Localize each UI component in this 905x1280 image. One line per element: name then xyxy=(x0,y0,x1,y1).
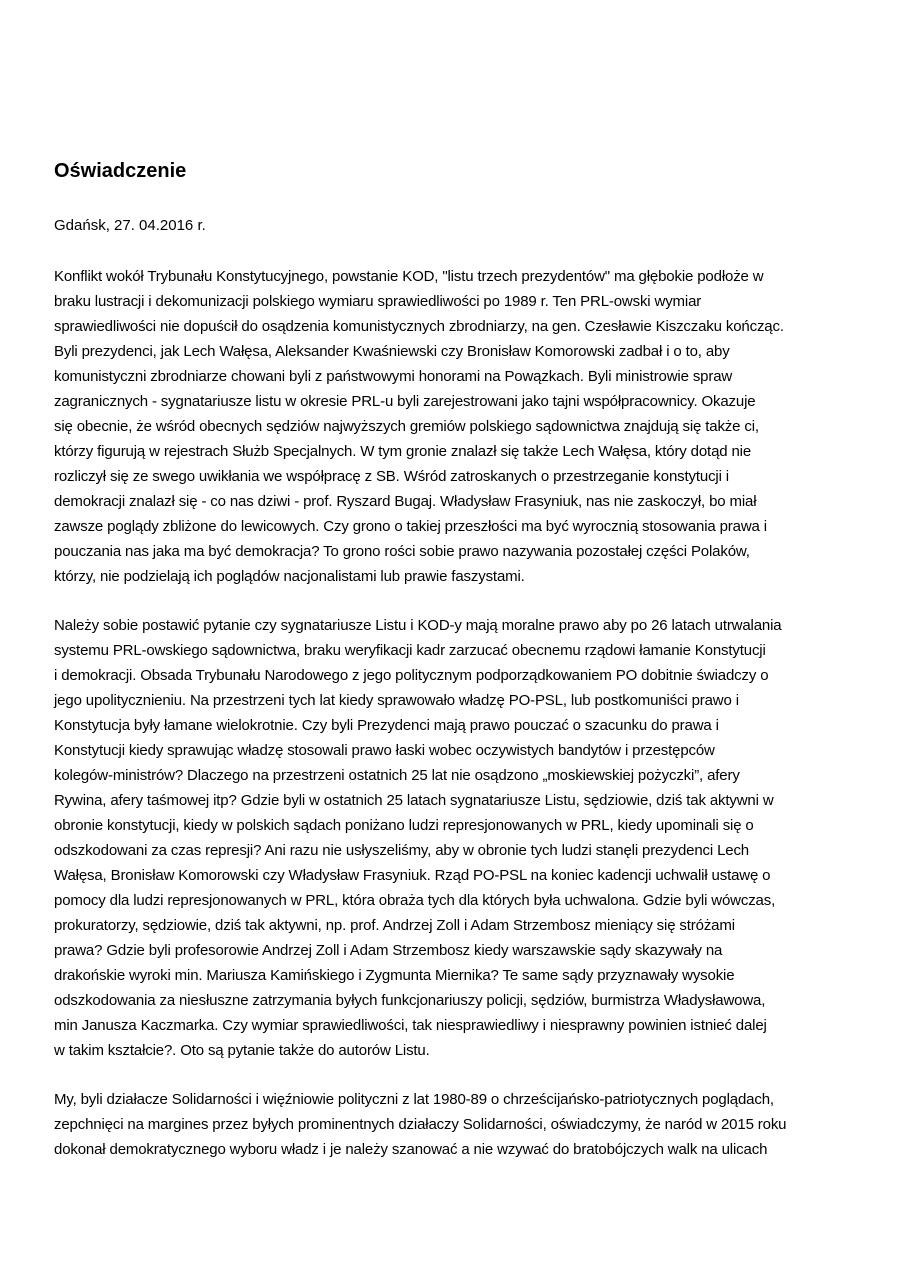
document-date: Gdańsk, 27. 04.2016 r. xyxy=(54,217,206,234)
document-title: Oświadczenie xyxy=(54,160,187,182)
paragraph-1: Konflikt wokół Trybunału Konstytucyjnego, powstanie KOD, "listu trzech prezydentów" ma głębokie podłoże w braku lustracji i dekomunizacji polskiego wymiaru sprawiedliwości po 1989 r. Ten PRL-owski wymiar sprawiedliwości nie dopuścił do osądzenia komunistycznych zbrodniarzy, na gen. Czesławie Kiszczaku kończąc. Byli prezydenci, jak Lech Wałęsa, Aleksander Kwaśniewski czy Bronisław Komorowski zadbał i o to, aby komunistyczni zbrodniarze chowani byli z państwowymi honorami na Powązkach. Byli ministrowie spraw zagranicznych - sygnatariusze listu w okresie PRL-u byli zarejestrowani jako tajni współpracownicy. Okazuje się obecnie, że wśród obecnych sędziów najwyższych gremiów polskiego sądownictwa znajdują się także ci, którzy figurują w rejestrach Służb Specjalnych. W tym gronie znalazł się także Lech Wałęsa, który dotąd nie rozliczył się ze swego uwikłania we współpracę z SB. Wśród zatroskanych o przestrzeganie konstytucji i demokracji znalazł się - co nas dziwi - prof. Ryszard Bugaj. Władysław Frasyniuk, nas nie zaskoczył, bo miał zawsze poglądy zbliżone do lewicowych. Czy grono o takiej przeszłości ma być wyrocznią stosowania prawa i pouczania nas jaka ma być demokracja? To grono rości sobie prawo nazywania pozostałej części Polaków, którzy, nie podzielają ich poglądów nacjonalistami lub prawie faszystami. xyxy=(54,268,784,585)
paragraph-2: Należy sobie postawić pytanie czy sygnatariusze Listu i KOD-y mają moralne prawo aby po 26 latach utrwalania systemu PRL-owskiego sądownictwa, braku weryfikacji kadr zarzucać obecnemu rządowi łamanie Konstytucji i demokracji. Obsada Trybunału Narodowego z jego politycznym podporządkowaniem PO dobitnie świadczy o jego upolitycznieniu. Na przestrzeni tych lat kiedy sprawowało władzę PO-PSL, lub postkomuniści prawo i Konstytucja były łamane wielokrotnie. Czy byli Prezydenci mają prawo pouczać o szacunku do prawa i Konstytucji kiedy sprawując władzę stosowali prawo łaski wobec oczywistych bandytów i przestępców kolegów-ministrów? Dlaczego na przestrzeni ostatnich 25 lat nie osądzono „moskiewskiej pożyczki”, afery Rywina, afery taśmowej itp? Gdzie byli w ostatnich 25 latach sygnatariusze Listu, sędziowie, dziś tak aktywni w obronie konstytucji, kiedy w polskich sądach poniżano ludzi represjonowanych w PRL, kiedy upominali się o odszkodowani za czas represji? Ani razu nie usłyszeliśmy, aby w obronie tych ludzi stanęli prezydenci Lech Wałęsa, Bronisław Komorowski czy Władysław Frasyniuk. Rząd PO-PSL na koniec kadencji uchwalił ustawę o pomocy dla ludzi represjonowanych w PRL, która obraża tych dla których była uchwalona. Gdzie byli wówczas, prokuratorzy, sędziowie, dziś tak aktywni, np. prof. Andrzej Zoll i Adam Strzembosz mieniący się stróżami prawa? Gdzie byli profesorowie Andrzej Zoll i Adam Strzembosz kiedy warszawskie sądy skazywały na drakońskie wyroki min. Mariusza Kamińskiego i Zygmunta Miernika? Te same sądy przyznawały wysokie odszkodowania za niesłuszne zatrzymania byłych funkcjonariuszy policji, sędziów, burmistrza Władysławowa, min Janusza Kaczmarka. Czy wymiar sprawiedliwości, tak niesprawiedliwy i niesprawny powinien istnieć dalej w takim kształcie?. Oto są pytanie także do autorów Listu. xyxy=(54,617,782,1059)
paragraph-3: My, byli działacze Solidarności i więźniowie polityczni z lat 1980-89 o chrześcijańsko-patriotycznych poglądach, zepchnięci na margines przez byłych prominentnych działaczy Solidarności, oświadczymy, że naród w 2015 roku dokonał demokratycznego wyboru władz i je należy szanować a nie wzywać do bratobójczych walk na ulicach xyxy=(54,1091,787,1158)
